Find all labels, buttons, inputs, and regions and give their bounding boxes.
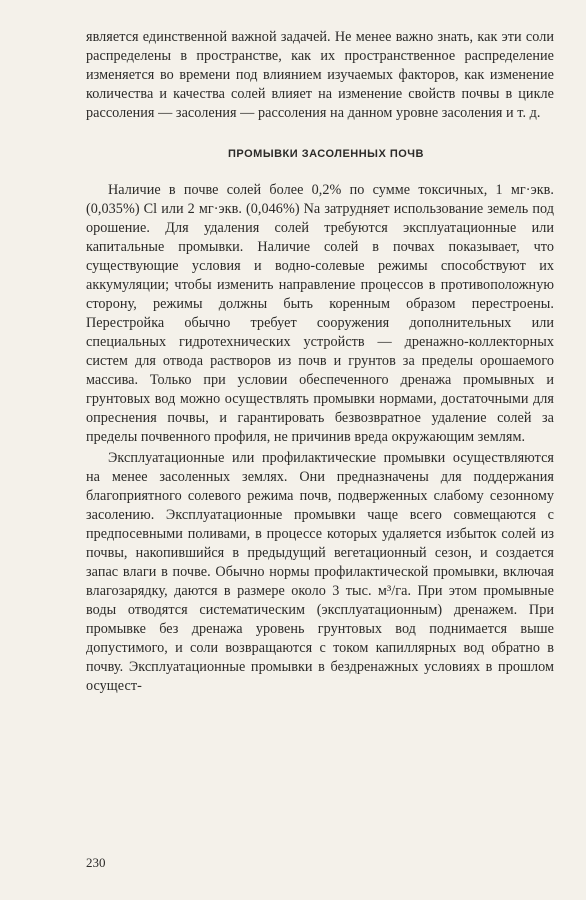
section-heading: ПРОМЫВКИ ЗАСОЛЕННЫХ ПОЧВ xyxy=(228,148,424,160)
paragraph-1: Наличие в почве солей более 0,2% по сумме токсичных, 1 мг·экв. (0,035%) Cl или 2 мг·экв. (0,046%) Na затрудняет использование земель под орошение. Для удаления солей требуются эксплуатационные или капитальные промывки. Наличие солей в почвах показывает, что существующие условия и водно-солевые режимы способствуют их аккумуляции; чтобы изменить направление процессов в противоположную сторону, режимы должны быть коренным образом перестроены. Перестройка обычно требует сооружения дополнительных или специальных гидротехнических устройств — дренажно-коллекторных систем для отвода растворов из почв и грунтов за пределы орошаемого массива. Только при условии обеспеченного дренажа промывных и грунтовых вод можно осуществлять промывки нормами, достаточными для опреснения почвы, и гарантировать безвозвратное удаление солей за пределы почвенного профиля, не причинив вреда окружающим землям. xyxy=(86,182,554,445)
paragraph-2: Эксплуатационные или профилактические промывки осуществляются на менее засоленных землях. Они предназначены для поддержания благоприятного солевого режима почв, подверженных слабому сезонному засолению. Эксплуатационные промывки чаще всего совмещаются с предпосевными поливами, в процессе которых удаляется избыток солей из почвы, накопившийся в предыдущий вегетационный сезон, и создается запас влаги в почве. Обычно нормы профилактической промывки, включая влагозарядку, даются в размере около 3 тыс. м³/га. При этом промывные воды отводятся систематическим (эксплуатационным) дренажем. При промывке без дренажа уровень грунтовых вод поднимается выше допустимого, и соли возвращаются с током капиллярных вод обратно в почву. Эксплуатационные промывки в бездренажных условиях в прошлом осущест- xyxy=(86,450,554,694)
page-text xyxy=(86,28,554,696)
page-number: 230 xyxy=(86,855,106,870)
intro-paragraph: является единственной важной задачей. Не менее важно знать, как эти соли распределены в пространстве, как их пространственное распределение изменяется во времени под влиянием изучаемых факторов, как изменение количества и качества солей влияет на изменение свойств почвы в цикле рассоления — засоления — рассоления на данном уровне засоления и т. д. xyxy=(86,29,554,121)
